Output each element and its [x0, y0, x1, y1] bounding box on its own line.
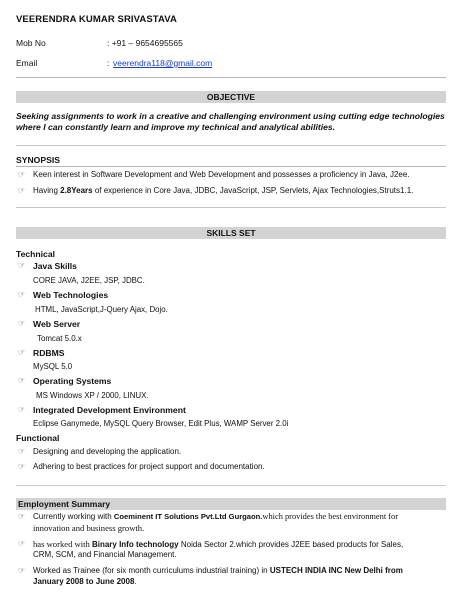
synopsis-item-2: [33, 186, 413, 195]
bullet-icon: ☞: [18, 319, 26, 328]
mobile-value: : +91 – 9654695565: [107, 38, 183, 48]
mobile-label: Mob No: [16, 38, 46, 48]
objective-divider: [16, 145, 446, 146]
synopsis-item-2-post: of experience in Core Java, JDBC, JavaScript, JSP, Servlets, Ajax Technologies,Struts1.1.: [92, 186, 414, 195]
email-label: Email: [16, 58, 38, 68]
objective-text: Seeking assignments to work in a creative and challenging environment using cutting edge technologies where I can constantly learn and improve my technical and analytical abilities.: [16, 111, 445, 132]
bullet-icon: ☞: [18, 405, 26, 414]
employment-item-2-post: Noida Sector 2.which provides J2EE based products for Sales,: [178, 540, 404, 549]
bullet-icon: ☞: [18, 261, 26, 270]
skill-group-title: RDBMS: [33, 348, 65, 358]
bullet-icon: ☞: [18, 447, 26, 456]
skill-group-title: Operating Systems: [33, 376, 112, 386]
functional-label: Functional: [16, 433, 60, 443]
header-divider: [16, 77, 446, 78]
employment-item-3-end: .: [134, 577, 137, 586]
employment-item-2-pre: has worked with: [33, 539, 92, 549]
bullet-icon: ☞: [18, 186, 26, 195]
objective-header: OBJECTIVE: [16, 91, 446, 103]
bullet-icon: ☞: [18, 462, 26, 471]
employment-item-3-pre: Worked as Trainee (for six month curriculums industrial training) in: [33, 566, 270, 575]
email-link[interactable]: veerendra118@gmail.com: [113, 58, 213, 68]
synopsis-item-2-bold: 2.8Years: [60, 186, 93, 195]
skill-group-detail: Eclipse Ganymede, MySQL Query Browser, Edit Plus, WAMP Server 2.0i: [33, 419, 289, 428]
bullet-icon: ☞: [18, 539, 26, 548]
employment-header: Employment Summary: [16, 498, 446, 510]
skill-group-detail: CORE JAVA, J2EE, JSP, JDBC.: [33, 276, 145, 285]
employment-item-1: [33, 512, 398, 521]
employment-item-1-line2: innovation and business growth.: [33, 523, 145, 533]
employment-item-2-company: Binary Info technology: [91, 540, 179, 549]
email-colon: :: [107, 58, 110, 68]
synopsis-divider: [16, 166, 446, 167]
employment-item-3-dates: January 2008 to June 2008: [33, 577, 135, 586]
skill-group-detail: HTML, JavaScript,J-Query Ajax, Dojo.: [35, 305, 168, 314]
synopsis-heading: SYNOPSIS: [16, 155, 60, 165]
functional-item: Designing and developing the application.: [33, 447, 182, 456]
functional-item: Adhering to best practices for project support and documentation.: [33, 462, 265, 471]
skill-group-title: Integrated Development Environment: [33, 405, 186, 415]
employment-item-2: [33, 539, 403, 549]
technical-label: Technical: [16, 249, 56, 259]
skills-header: SKILLS SET: [16, 227, 446, 239]
bullet-icon: ☞: [18, 566, 26, 575]
candidate-name: VEERENDRA KUMAR SRIVASTAVA: [16, 14, 177, 25]
employment-item-1-company: Coeminent IT Solutions Pvt.Ltd Gurgaon.: [113, 512, 263, 521]
employment-item-3-company: USTECH INDIA INC New Delhi from: [269, 566, 403, 575]
synopsis-item-1: Keen interest in Software Development and Web Development and possesses a proficiency in Java, J2ee.: [33, 170, 410, 179]
skills-divider: [16, 485, 446, 486]
employment-item-1-pre: Currently working with: [33, 512, 114, 521]
employment-item-3-line2: [33, 577, 137, 586]
skill-group-title: Web Technologies: [33, 290, 109, 300]
skill-group-detail: MySQL 5.0: [33, 362, 73, 371]
skill-group-detail: MS Windows XP / 2000, LINUX.: [36, 391, 149, 400]
bullet-icon: ☞: [18, 512, 26, 521]
employment-item-3: [33, 566, 403, 575]
bullet-icon: ☞: [18, 348, 26, 357]
bullet-icon: ☞: [18, 290, 26, 299]
skill-group-title: Web Server: [33, 319, 81, 329]
synopsis-item-2-pre: Having: [33, 186, 61, 195]
bullet-icon: ☞: [18, 376, 26, 385]
employment-item-1-post: which provides the best environment for: [262, 512, 399, 521]
synopsis-bottom-divider: [16, 207, 446, 208]
employment-item-2-line2: CRM, SCM, and Financial Management.: [33, 550, 177, 559]
bullet-icon: ☞: [18, 170, 26, 179]
skill-group-detail: Tomcat 5.0.x: [37, 334, 82, 343]
skill-group-title: Java Skills: [33, 261, 77, 271]
